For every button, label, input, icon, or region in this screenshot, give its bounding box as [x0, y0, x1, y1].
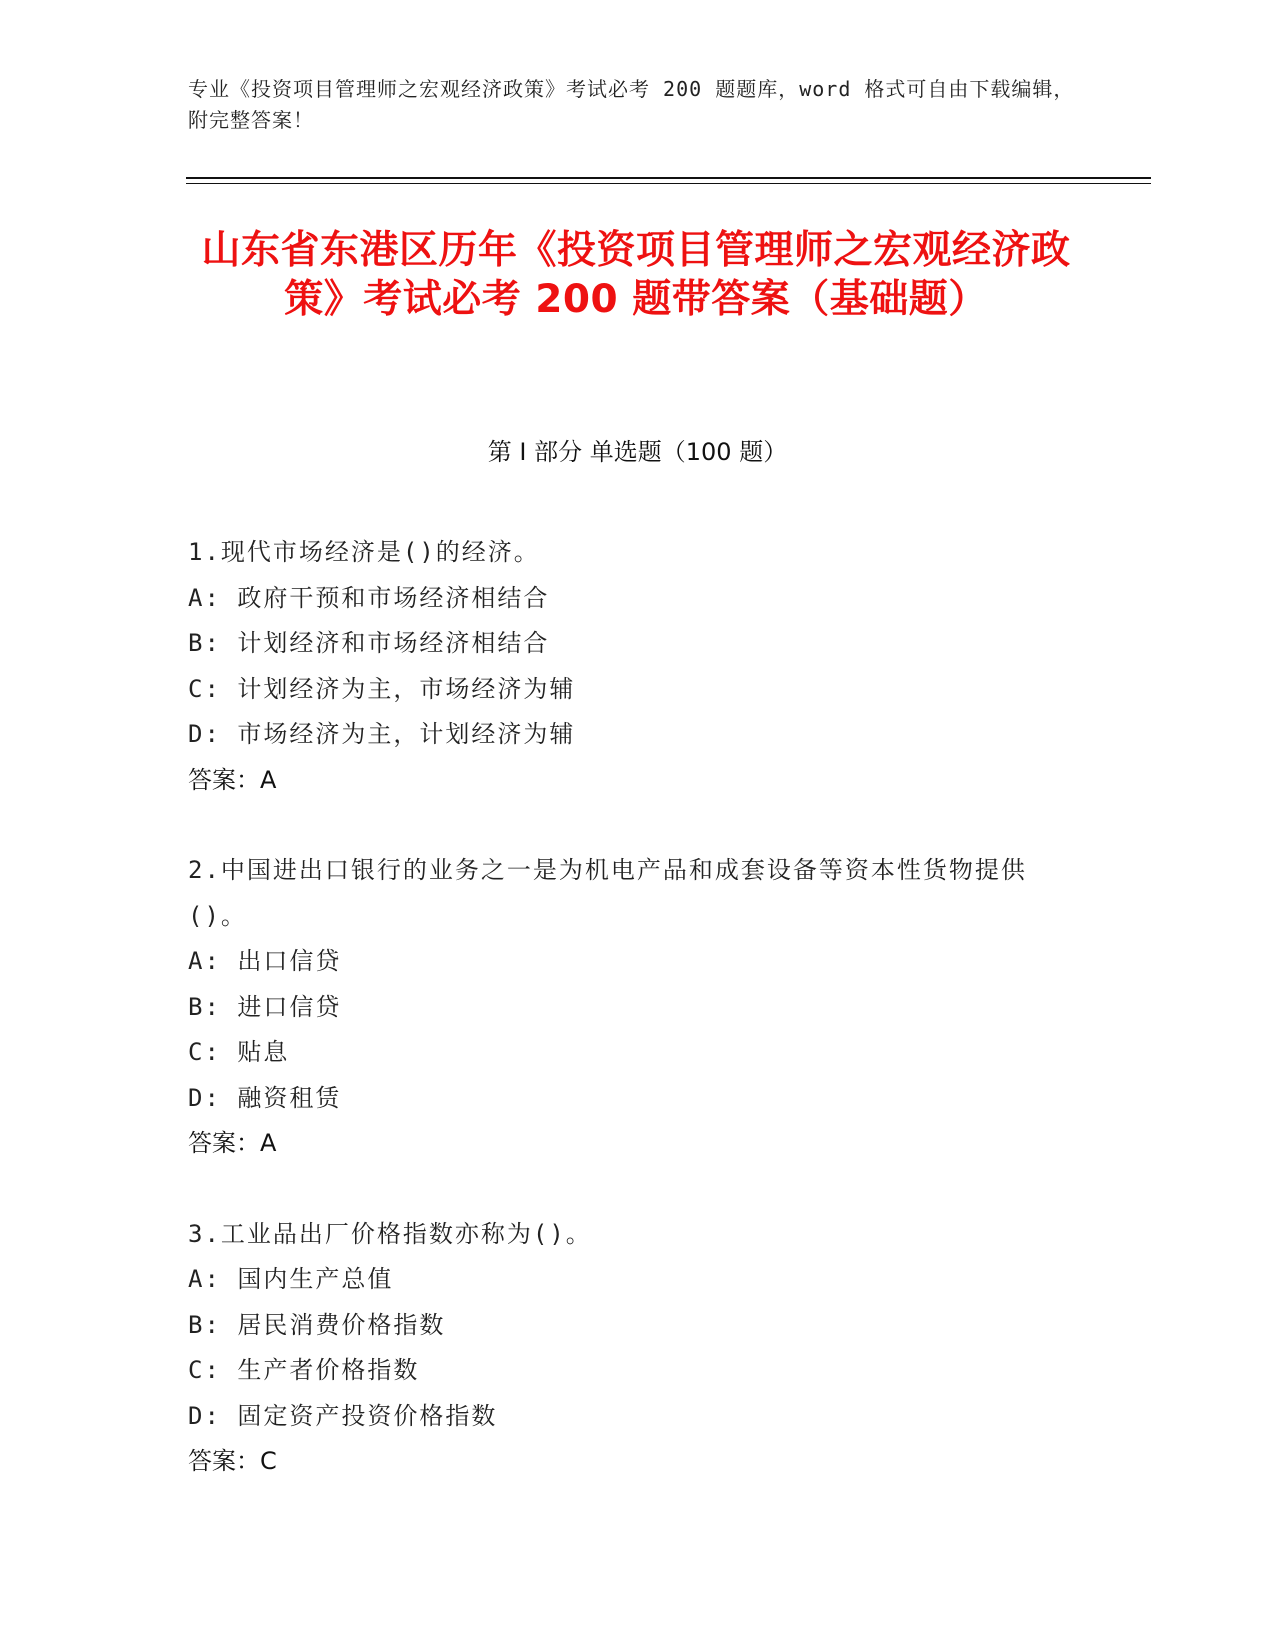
header-note: 专业《投资项目管理师之宏观经济政策》考试必考 200 题题库，word 格式可自由下载编辑，附完整答案！: [188, 77, 1075, 132]
question-1: [188, 530, 1088, 803]
answer-line: 答案：A: [188, 1129, 277, 1157]
section-heading: 第 I 部分 单选题（100 题）: [487, 438, 788, 466]
option-c: C: 生产者价格指数: [188, 1356, 420, 1384]
question-stem: 3.工业品出厂价格指数亦称为()。: [188, 1219, 592, 1248]
header-rule-thick: [186, 177, 1151, 179]
option-d: D: 融资租赁: [188, 1083, 342, 1112]
question-list: [188, 530, 1088, 1530]
document-title: 山东省东港区历年《投资项目管理师之宏观经济政策》考试必考 200 题带答案（基础题）: [201, 228, 1071, 322]
option-b: B: 计划经济和市场经济相结合: [188, 629, 550, 657]
question-stem: 1.现代市场经济是()的经济。: [188, 538, 540, 566]
option-b: B: 居民消费价格指数: [188, 1310, 446, 1339]
option-b: B: 进口信贷: [188, 992, 342, 1021]
option-a: A: 国内生产总值: [188, 1265, 394, 1293]
option-d: D: 固定资产投资价格指数: [188, 1401, 498, 1430]
option-c: C: 计划经济为主，市场经济为辅: [188, 674, 576, 703]
question-2: [188, 848, 1088, 1167]
question-stem: 2.中国进出口银行的业务之一是为机电产品和成套设备等资本性货物提供()。: [188, 856, 1027, 930]
option-a: A: 政府干预和市场经济相结合: [188, 583, 550, 612]
option-a: A: 出口信贷: [188, 947, 342, 975]
answer-line: 答案：C: [188, 1447, 277, 1475]
option-c: C: 贴息: [188, 1038, 290, 1066]
answer-line: 答案：A: [188, 765, 277, 794]
option-d: D: 市场经济为主，计划经济为辅: [188, 720, 576, 748]
question-3: [188, 1212, 1088, 1485]
header-rule-thin: [186, 183, 1151, 184]
